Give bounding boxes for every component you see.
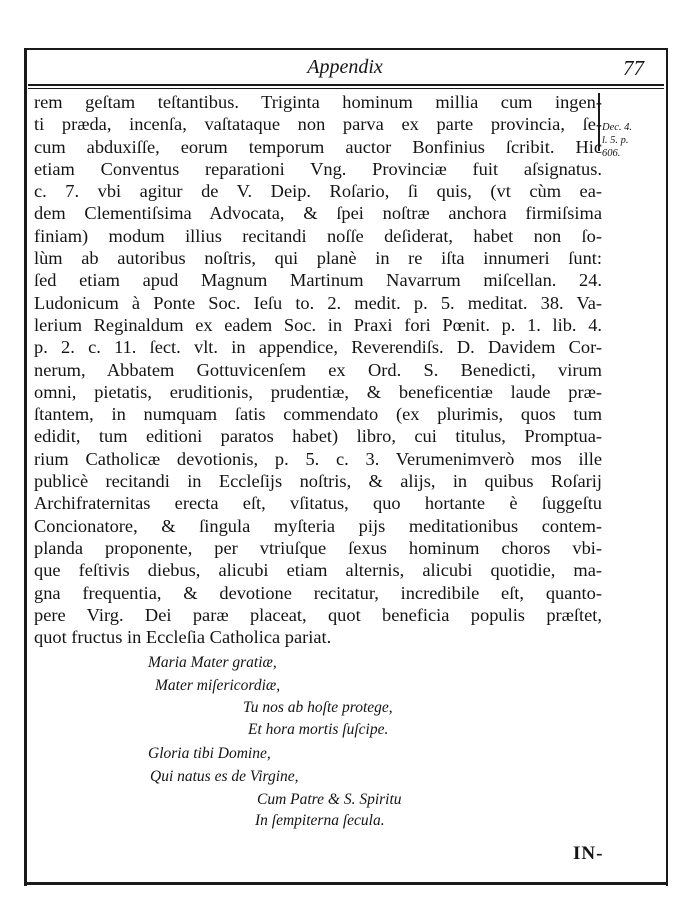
text-line: Concionatore, & ſingula myſteria pijs meditationibus contem- (34, 515, 602, 536)
prayer-line: Cum Patre & S. Spiritu (257, 791, 402, 808)
text-line: quot fructus in Eccleſia Catholica pariat. (34, 627, 332, 648)
page-number: 77 (623, 56, 644, 80)
text-line: planda proponente, per vtriuſque ſexus hominum choros vbi- (34, 537, 602, 558)
text-line: dem Clementiſsima Advocata, & ſpei noſtræ anchora firmiſsima (34, 203, 602, 224)
text-line: edidit, tum editioni paratos habet) libro, cui titulus, Promptua- (34, 426, 602, 447)
text-line: finiam) modum illius recitandi noſſe deſiderat, habet non ſo- (34, 225, 602, 246)
text-line: rium Catholicæ devotionis, p. 5. c. 3. Verumenimverò mos ille (34, 448, 602, 469)
catchword: IN- (573, 843, 604, 864)
text-line: Archifraternitas erecta eſt, vſitatus, quo hortante è ſuggeſtu (34, 493, 602, 514)
margin-note-line: Dec. 4. (602, 122, 633, 133)
prayer-line: Et hora mortis ſuſcipe. (248, 721, 389, 738)
text-line: rem geſtam teſtantibus. Triginta hominum millia cum ingen- (34, 92, 602, 112)
margin-note (602, 121, 654, 160)
bottom-rule (24, 882, 668, 885)
prayer-line: Mater miſericordiæ, (155, 677, 281, 694)
text-line: cum abduxiſſe, eorum temporum auctor Bonfinius ſcribit. Hic (34, 136, 602, 157)
prayer-line: Tu nos ab hoſte protege, (243, 699, 393, 716)
text-line: omni, pietatis, eruditionis, prudentiæ, & beneficentiæ laude præ- (34, 381, 602, 402)
text-line: pere Virg. Dei paræ placeat, quot beneficia populis præſtet, (34, 604, 602, 625)
text-line: nerum, Abbatem Gottuvicenſem ex Ord. S. Benedicti, virum (34, 359, 602, 380)
text-line: Ludonicum à Ponte Soc. Ieſu to. 2. medit. p. 5. meditat. 38. Va- (34, 292, 602, 313)
body-text (34, 91, 602, 648)
margin-note-line: 606. (602, 148, 621, 159)
text-line: gna frequentia, & devotione recitatur, incredibile eſt, quanto- (34, 582, 602, 603)
running-header (30, 56, 660, 82)
text-line: lùm ab autoribus noſtris, qui planè in re iſta innumeri ſunt: (34, 248, 602, 269)
text-line: ti præda, incenſa, vaſtataque non parva ex parte provincia, ſe- (34, 114, 602, 135)
text-line: publicè recitandi in Eccleſijs noſtris, & alijs, in quibus Roſarij (34, 471, 602, 492)
running-title: Appendix (307, 56, 383, 78)
text-line: que feſtivis diebus, alicubi etiam alternis, alicubi quotidie, ma- (34, 560, 602, 581)
text-line: lerium Reginaldum ex eadem Soc. in Praxi fori Pœnit. p. 1. lib. 4. (34, 314, 602, 335)
prayer-line: Gloria tibi Domine, (148, 745, 271, 762)
text-line: etiam Conventus reparationi Vng. Provinciæ fuit aſsignatus. (34, 158, 602, 179)
text-line: ſed etiam apud Magnum Martinum Navarrum miſcellan. 24. (34, 270, 602, 291)
prayer-line: Qui natus es de Virgine, (150, 768, 299, 785)
text-line: p. 2. c. 11. ſect. vlt. in appendice, Reverendiſs. D. Davidem Cor- (34, 337, 602, 358)
prayer-line: Maria Mater gratiæ, (148, 654, 277, 671)
header-rule (28, 84, 664, 86)
margin-note-line: l. 5. p. (602, 135, 629, 146)
prayer-line: In ſempiterna ſecula. (255, 812, 385, 829)
text-line: c. 7. vbi agitur de V. Deip. Roſario, ſi quis, (vt cùm ea- (34, 181, 602, 202)
text-line: ſtantem, in numquam ſatis commendato (ex plurimis, quos tum (34, 404, 602, 425)
header-rule-thin (28, 88, 664, 89)
